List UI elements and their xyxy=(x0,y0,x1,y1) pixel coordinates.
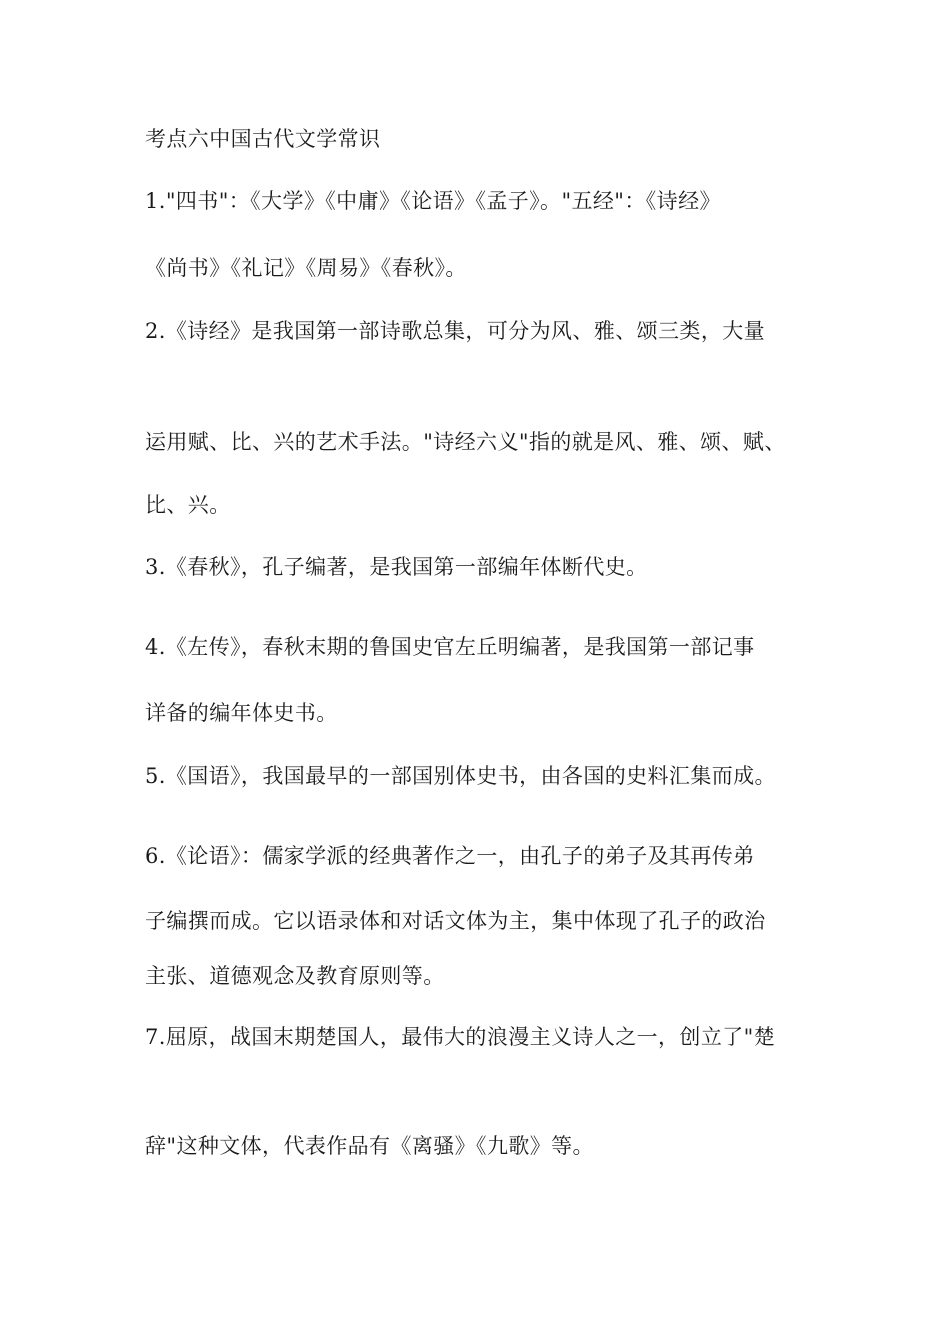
text-line: 3.《春秋》，孔子编著，是我国第一部编年体断代史。 xyxy=(145,555,648,579)
text-line: 子编撰而成。它以语录体和对话文体为主，集中体现了孔子的政治 xyxy=(145,909,766,933)
text-line: 辞"这种文体，代表作品有《离骚》《九歌》等。 xyxy=(145,1134,594,1158)
text-line: 7.屈原，战国末期楚国人，最伟大的浪漫主义诗人之一，创立了"楚 xyxy=(145,1025,776,1049)
text-line: 详备的编年体史书。 xyxy=(145,701,338,725)
text-line: 5.《国语》，我国最早的一部国别体史书，由各国的史料汇集而成。 xyxy=(145,764,776,788)
text-line: 6.《论语》：儒家学派的经典著作之一，由孔子的弟子及其再传弟 xyxy=(145,844,755,868)
document-title: 考点六中国古代文学常识 xyxy=(145,127,381,151)
text-line: 1."四书"：《大学》《中庸》《论语》《孟子》。"五经"：《诗经》 xyxy=(145,189,721,213)
text-line: 运用赋、比、兴的艺术手法。"诗经六义"指的就是风、雅、颂、赋、 xyxy=(145,430,786,454)
text-line: 4.《左传》，春秋末期的鲁国史官左丘明编著，是我国第一部记事 xyxy=(145,635,755,659)
text-line: 主张、道德观念及教育原则等。 xyxy=(145,964,445,988)
text-line: 比、兴。 xyxy=(145,493,231,517)
text-line: 2.《诗经》是我国第一部诗歌总集，可分为风、雅、颂三类，大量 xyxy=(145,319,766,343)
text-line: 《尚书》《礼记》《周易》《春秋》。 xyxy=(145,256,467,280)
